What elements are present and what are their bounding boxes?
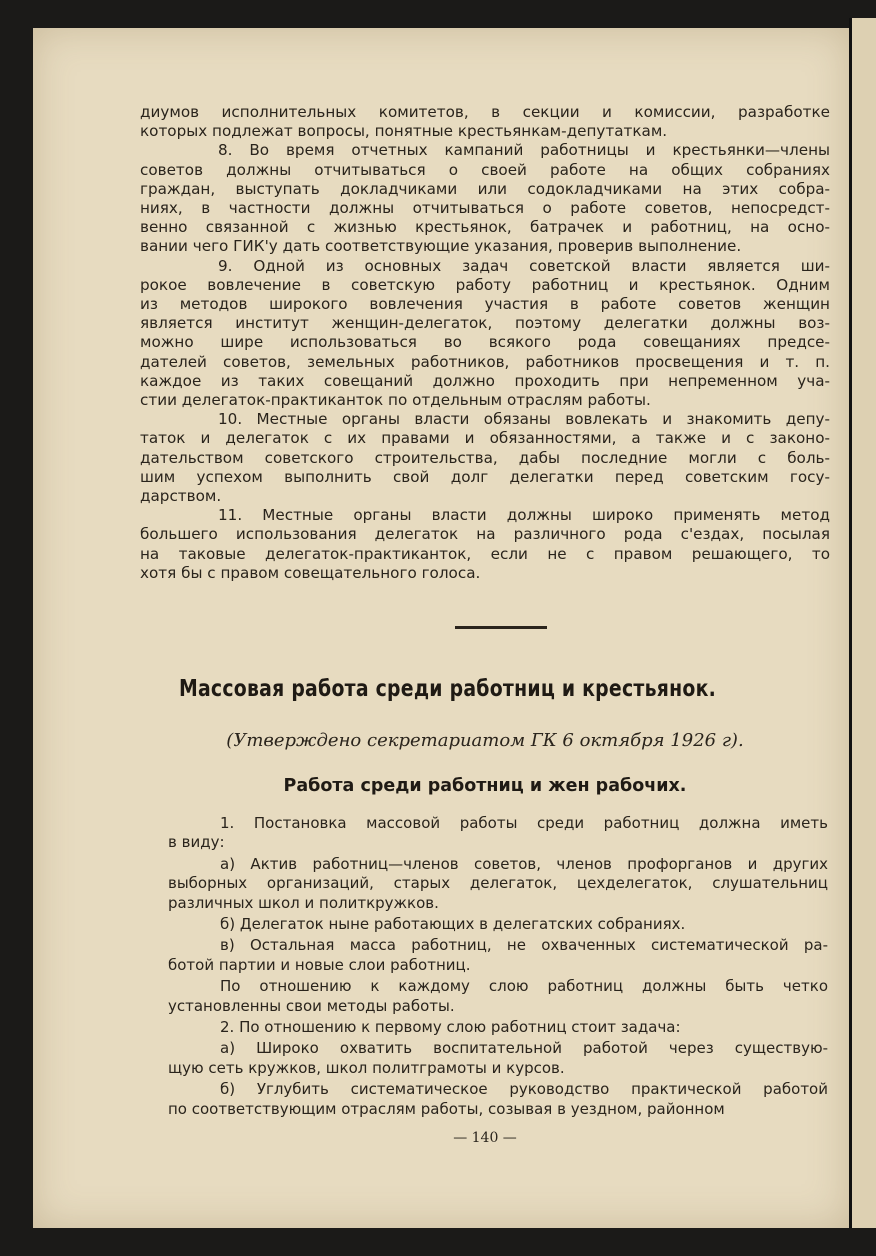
paragraph (168, 1080, 828, 1119)
text-line: дарством. (140, 487, 222, 506)
text-line: шим успехом выполнить свой долг делегатки перед советским госу- (140, 467, 830, 486)
text-line: большего использования делегаток на различного рода с'ездах, посылая (140, 525, 830, 544)
paragraph (140, 141, 830, 256)
text-line: советов должны отчитываться о своей работе на общих собраниях (140, 160, 830, 179)
text-line: является институт женщин-делегаток, поэтому делегатки должны воз- (140, 314, 830, 333)
paragraph (140, 257, 830, 411)
text-line: в) Остальная масса работниц, не охваченных систематической ра- (220, 936, 828, 955)
subsection-heading: Работа среди работниц и жен рабочих. (283, 776, 687, 796)
text-line: рокое вовлечение в советскую работу работниц и крестьянок. Одним (140, 275, 830, 294)
text-line: 8. Во время отчетных кампаний работницы и крестьянки—члены (218, 141, 830, 160)
text-line: по соответствующим отраслям работы, созывая в уездном, районном (168, 1099, 725, 1118)
text-line: щую сеть кружков, школ политграмоты и курсов. (168, 1058, 565, 1077)
paragraph (140, 103, 830, 141)
paragraph (168, 936, 828, 975)
text-line: из методов широкого вовлечения участия в работе советов женщин (140, 295, 830, 314)
approval-note: (Утверждено секретариатом ГК 6 октября 1926 г). (226, 730, 744, 751)
text-line: в виду: (168, 833, 225, 852)
text-line: на таковые делегаток-практиканток, если не с правом решающего, то (140, 544, 830, 563)
text-line: 11. Местные органы власти должны широко применять метод (218, 506, 830, 525)
text-line: можно шире использоваться во всякого рода совещаниях предсе- (140, 333, 830, 352)
text-line: дательством советского строительства, дабы последние могли с боль- (140, 448, 830, 467)
text-line: По отношению к каждому слою работниц должны быть четко (220, 977, 828, 996)
text-line: установленны свои методы работы. (168, 996, 455, 1015)
text-line: таток и делегаток с их правами и обязанностями, а также и с законо- (140, 429, 830, 448)
text-line: дателей советов, земельных работников, работников просвещения и т. п. (140, 352, 830, 371)
text-line: 2. По отношению к первому слою работниц стоит задача: (220, 1018, 681, 1037)
section-divider (455, 626, 547, 629)
text-line: граждан, выступать докладчиками или содокладчиками на этих собра- (140, 179, 830, 198)
text-line: б) Делегаток ныне работающих в делегатских собраниях. (220, 915, 686, 934)
top-text-block (140, 103, 830, 583)
text-line: б) Углубить систематическое руководство практической работой (220, 1080, 828, 1099)
text-line: каждое из таких совещаний должно проходить при непременном уча- (140, 371, 830, 390)
text-line: вании чего ГИК'у дать соответствующие указания, проверив выполнение. (140, 237, 742, 256)
text-line: ботой партии и новые слои работниц. (168, 955, 471, 974)
text-line: 1. Постановка массовой работы среди работниц должна иметь (220, 814, 828, 832)
paragraph (168, 915, 828, 934)
adjacent-page-edge (852, 18, 876, 1228)
paragraph (168, 814, 828, 853)
text-line: а) Широко охватить воспитательной работой через существую- (220, 1039, 828, 1058)
paragraph (168, 855, 828, 913)
text-line: 9. Одной из основных задач советской власти является ши- (218, 256, 830, 275)
text-line: венно связанной с жизнью крестьянок, батрачек и работниц, на осно- (140, 218, 830, 237)
text-line: хотя бы с правом совещательного голоса. (140, 563, 481, 582)
text-line: а) Актив работниц—членов советов, членов профорганов и других (220, 854, 828, 873)
text-line: стии делегаток-практиканток по отдельным отраслям работы. (140, 391, 651, 410)
text-line: различных школ и политкружков. (168, 893, 439, 912)
text-line: ниях, в частности должны отчитываться о работе советов, непосредст- (140, 199, 830, 218)
bottom-text-block (168, 814, 828, 1119)
text-line: выборных организаций, старых делегаток, цехделегаток, слушательниц (168, 874, 828, 893)
page-number: — 140 — (453, 1130, 517, 1146)
text-line: диумов исполнительных комитетов, в секции и комиссии, разработке (140, 103, 830, 121)
paragraph (140, 506, 830, 583)
section-heading: Массовая работа среди работниц и крестьянок. (178, 676, 717, 702)
text-line: 10. Местные органы власти обязаны вовлекать и знакомить депу- (218, 410, 830, 429)
paragraph (168, 1039, 828, 1078)
text-line: которых подлежат вопросы, понятные крестьянкам-депутаткам. (140, 122, 668, 141)
paragraph (168, 1018, 828, 1037)
paragraph (140, 410, 830, 506)
paragraph (168, 977, 828, 1016)
